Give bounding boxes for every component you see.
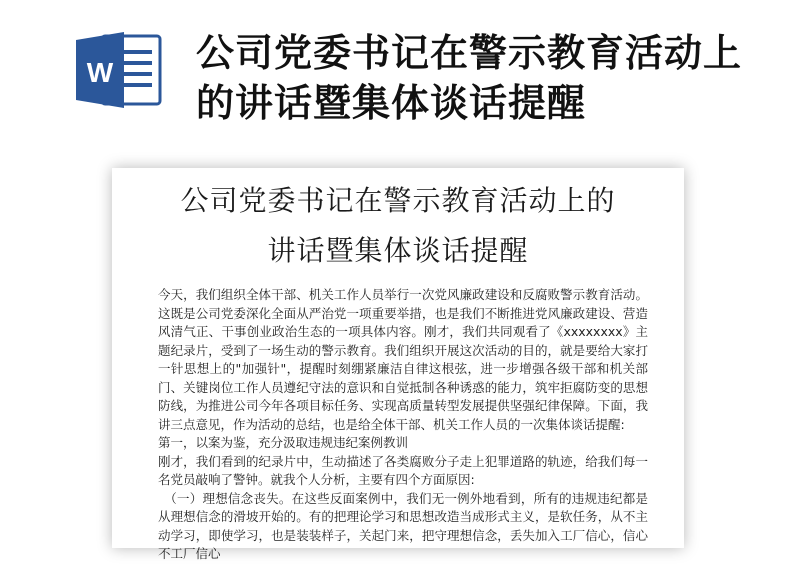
header-banner xyxy=(0,0,800,150)
document-title-line-1: 公司党委书记在警示教育活动上的 xyxy=(180,184,616,217)
document-title xyxy=(112,176,684,276)
paragraph-point-one: （一）理想信念丧失。在这些反面案例中，我们无一例外地看到，所有的违规违纪都是从理想信念的滑坡开始的。有的把理论学习和思想改造当成形式主义，是软任务，从不主动学习，即使学习，也是装装样子，关起门来，把守理想信念，丢失加入工厂信心，信心不工厂信心 xyxy=(158,490,648,561)
paragraph-intro: 今天，我们组织全体干部、机关工作人员举行一次党风廉政建设和反腐败警示教育活动。这既是公司党委深化全面从严治党一项重要举措，也是我们不断推进党风廉政建设、营造风清气正、干事创业政治生态的一项具体内容。刚才，我们共同观看了《xxxxxxxx》主题纪录片，受到了一场生动的警示教育。我们组织开展这次活动的目的，就是要给大家打一针思想上的"加强针"，提醒时刻绷紧廉洁自律这根弦，进一步增强各级干部和机关部门、关键岗位工作人员遵纪守法的意识和自觉抵制各种诱惑的能力，筑牢拒腐防变的思想防线，为推进公司今年各项目标任务、实现高质量转型发展提供坚强纪律保障。下面，我讲三点意见，作为活动的总结，也是给全体干部、机关工作人员的一次集体谈话提醒: xyxy=(158,287,648,432)
word-icon-letter: W xyxy=(86,57,114,88)
header-title: 公司党委书记在警示教育活动上的讲话暨集体谈话提醒 xyxy=(196,31,743,125)
paragraph-section-heading: 第一，以案为鉴，充分汲取违规违纪案例教训 xyxy=(158,435,409,450)
document-title-line-2: 讲话暨集体谈话提醒 xyxy=(267,234,529,267)
word-document-icon xyxy=(72,30,164,110)
document-body xyxy=(158,286,648,564)
document-page xyxy=(112,168,684,561)
paragraph-analysis: 刚才，我们看到的纪录片中，生动描述了各类腐败分子走上犯罪道路的轨迹，给我们每一名党员敲响了警钟。就我个人分析，主要有四个方面原因: xyxy=(158,453,648,487)
